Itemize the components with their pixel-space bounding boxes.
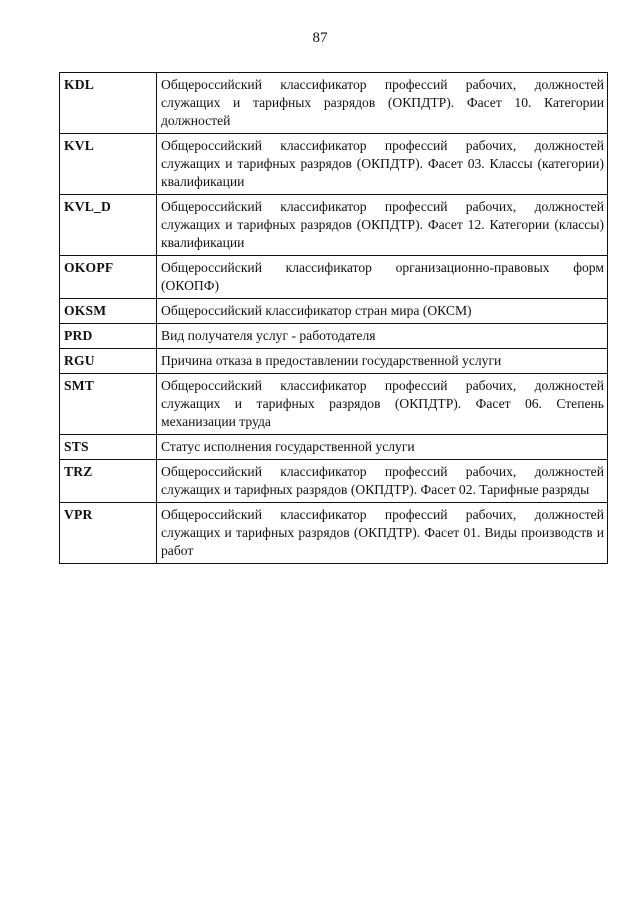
- row-description: Статус исполнения государственной услуги: [157, 435, 608, 460]
- row-code: OKOPF: [60, 256, 157, 299]
- row-code: PRD: [60, 324, 157, 349]
- table-row: [60, 256, 608, 299]
- row-description: Причина отказа в предоставлении государственной услуги: [157, 349, 608, 374]
- table-row: [60, 73, 608, 134]
- row-description: Общероссийский классификатор профессий рабочих, должностей служащих и тарифных разрядов (ОКПДТР). Фасет 12. Категории (классы) квалификации: [157, 195, 608, 256]
- row-code: TRZ: [60, 460, 157, 503]
- page-number: 87: [312, 30, 328, 46]
- row-description: Общероссийский классификатор стран мира (ОКСМ): [157, 299, 608, 324]
- row-code: KVL_D: [60, 195, 157, 256]
- table-row: [60, 195, 608, 256]
- classifier-table-body: [60, 73, 608, 564]
- row-code: SMT: [60, 374, 157, 435]
- table-row: [60, 134, 608, 195]
- classifier-table: [59, 72, 608, 564]
- row-code: KVL: [60, 134, 157, 195]
- table-row: [60, 435, 608, 460]
- row-description: Общероссийский классификатор профессий рабочих, должностей служащих и тарифных разрядов (ОКПДТР). Фасет 01. Виды производств и работ: [157, 503, 608, 564]
- row-description: Общероссийский классификатор профессий рабочих, должностей служащих и тарифных разрядов (ОКПДТР). Фасет 10. Категории должностей: [157, 73, 608, 134]
- row-code: OKSM: [60, 299, 157, 324]
- table-row: [60, 324, 608, 349]
- table-row: [60, 374, 608, 435]
- table-row: [60, 349, 608, 374]
- row-code: STS: [60, 435, 157, 460]
- table-row: [60, 503, 608, 564]
- table-row: [60, 460, 608, 503]
- row-description: Вид получателя услуг - работодателя: [157, 324, 608, 349]
- table-row: [60, 299, 608, 324]
- row-code: RGU: [60, 349, 157, 374]
- row-description: Общероссийский классификатор организационно-правовых форм (ОКОПФ): [157, 256, 608, 299]
- row-description: Общероссийский классификатор профессий рабочих, должностей служащих и тарифных разрядов (ОКПДТР). Фасет 02. Тарифные разряды: [157, 460, 608, 503]
- row-code: KDL: [60, 73, 157, 134]
- row-description: Общероссийский классификатор профессий рабочих, должностей служащих и тарифных разрядов (ОКПДТР). Фасет 06. Степень механизации труда: [157, 374, 608, 435]
- row-code: VPR: [60, 503, 157, 564]
- row-description: Общероссийский классификатор профессий рабочих, должностей служащих и тарифных разрядов (ОКПДТР). Фасет 03. Классы (категории) квалификации: [157, 134, 608, 195]
